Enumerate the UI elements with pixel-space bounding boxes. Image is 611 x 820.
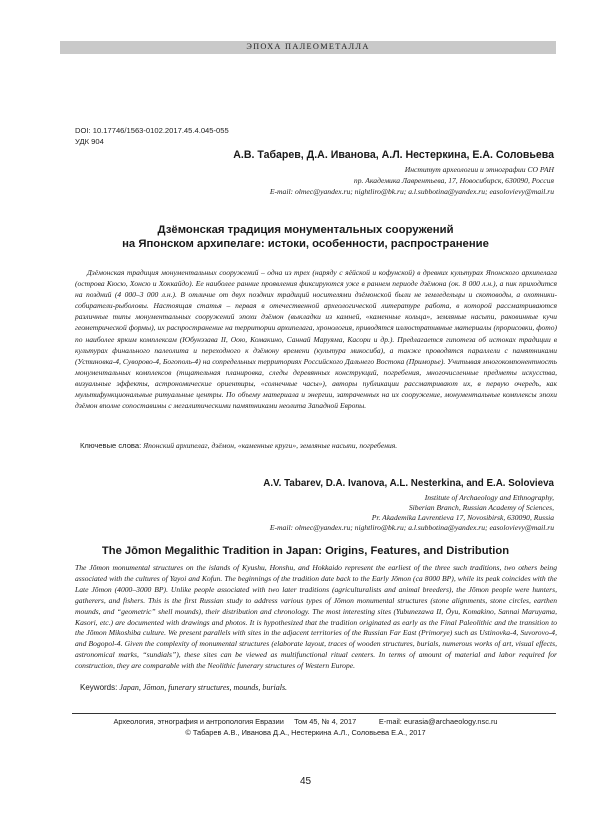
udk-code: УДК 904: [75, 137, 104, 146]
doi: DOI: 10.17746/1563-0102.2017.45.4.045-055: [75, 126, 229, 135]
affiliation-en-institute: Institute of Archaeology and Ethnography,: [424, 493, 554, 502]
section-header: [60, 41, 556, 54]
page-number: 45: [299, 776, 312, 787]
keywords-ru-label: Ключевые слова:: [80, 441, 142, 450]
footer-email: E-mail: eurasia@archaeology.nsc.ru: [378, 717, 498, 726]
footer-volume: Том 45, № 4, 2017: [294, 717, 357, 726]
title-ru-line-2: на Японском архипелаге: истоки, особенности, распространение: [122, 238, 489, 250]
abstract-ru: Дзёмонская традиция монументальных сооружений – одна из трех (наряду с яёйской и кофунской) в древних культурах Японского архипелага (острова Кюсю, Хонсю и Хоккайдо). Ее наиболее ранние проявления фиксируются уже в раннем периоде дзёмона (ок. 8 000 л.н.), а пик приходится на поздний (4 000–3 000 л.н.). В отличие от двух поздних традиций носителями дзёмонской были не земледельцы и скотоводы, а охотники-собиратели-рыболовы. Настоящая статья – первая в отечественной археологической литературе работа, в которой рассматриваются различные типы монументальных сооружений эпохи дзёмон (выкладки из камней, «каменные кольца», земляные насыпи, раковинные кучи геометрической формы), их распространение на территории архипелага, хронология, приводятся иллюстративные материалы (прорисовки, фото) по наиболее ярким комплексам (Юбунэзава II, Оою, Комакино, Саннай Маруяма, Касори и др.). Предлагается гипотеза об истоках традиции в культурах финального палеолита и переходного к дзёмону времени (культура микосиба), а также проводятся параллели с памятниками (Устиновка-4, Суворово-4, Богополь-4) на сопредельных территориях Российского Дальнего Востока (Приморье). Учитывая многокомпонентность монументальных комплексов (тщательная планировка, следы деревянных конструкций, погребения, многочисленные предметы искусства, визуальные эффекты, астрономические ориентиры, «солнечные часы»), авторы публикации рассматривают их, в первую очередь, как мультифункциональные ритуальные центры. По объему материала и энергии, затраченных на их сооружение, монументальные комплексы эпохи дзёмон вполне сопоставимы с мегалитическими памятниками неолита Западной Европы.: [75, 268, 557, 411]
keywords-en-label: Keywords:: [80, 683, 118, 692]
footer-copyright: © Табарев А.В., Иванова Д.А., Нестеркина А.Л., Соловьева Е.А., 2017: [185, 728, 426, 737]
section-title: ЭПОХА ПАЛЕОМЕТАЛЛА: [246, 42, 370, 51]
keywords-ru: [80, 441, 397, 450]
affiliation-ru-institute: Институт археологии и этнографии СО РАН: [404, 165, 554, 174]
title-en: The Jōmon Megalithic Tradition in Japan: Origins, Features, and Distribution: [101, 545, 510, 557]
affiliation-en-branch: Siberian Branch, Russian Academy of Sciences,: [408, 503, 554, 512]
keywords-en: [80, 683, 287, 692]
footer-journal-line: [0, 717, 611, 726]
title-ru-line-1: Дзёмонская традиция монументальных сооружений: [157, 224, 454, 236]
abstract-en: The Jōmon monumental structures on the islands of Kyushu, Honshu, and Hokkaido represent the earliest of the three such traditions, two others being associated with the cultures of Yayoi and Kofun. The beginnings of the tradition date back to the Early Jōmon (ca 8000 BP), while its peak coincides with the Late Jōmon (4000–3000 BP). Unlike people associated with two later traditions (agriculturalists and animal breeders), the Jōmon people were hunters, gatherers, and fishers. This is the first Russian study to address various types of Jōmon monumental structures (stone alignments, stone circles, earthen mounds, and “geometric” shell mounds), their distribution and chronology. The most interesting sites (Yubunezawa II, Ōyu, Komakino, Sannai Maruyama, Kasori, etc.) are documented with drawings and photos. It is hypothesized that the tradition originated as early as the Final Paleolithic and the transition to the Jōmon Mikoshiba culture. We present parallels with sites in the adjacent territories of the Russian Far East (Primorye) such as Ustinovka-4, Suvorovo-4, and Bogopol-4. Given the complexity of monumental structures (elaborate layout, traces of wooden structures, burials, numerous works of art, visual effects, astronomical marks, “sundials”), these sites can be viewed as multifunctional ritual centers. In terms of amount of material and labor required for construction, they are comparable with the Neolithic funerary structures of Western Europe.: [75, 563, 557, 671]
keywords-en-list: Japan, Jōmon, funerary structures, mounds, burials.: [119, 683, 288, 692]
footer-divider: [72, 713, 556, 714]
affiliation-en-address: Pr. Akademika Lavrentieva 17, Novosibirsk, 630090, Russia: [371, 513, 554, 522]
authors-en: A.V. Tabarev, D.A. Ivanova, A.L. Nesterkina, and E.A. Solovieva: [263, 478, 554, 489]
affiliation-en-emails: E-mail: olmec@yandex.ru; nightliro@bk.ru; a.l.subbotina@yandex.ru; easolovievy@mail.ru: [269, 523, 554, 532]
affiliation-ru-address: пр. Академика Лаврентьева, 17, Новосибирск, 630090, Россия: [353, 176, 554, 185]
keywords-ru-list: Японский архипелаг, дзёмон, «каменные круги», земляные насыпи, погребения.: [143, 441, 398, 450]
authors-ru: А.В. Табарев, Д.А. Иванова, А.Л. Нестеркина, Е.А. Соловьева: [233, 149, 554, 161]
affiliation-ru-emails: E-mail: olmec@yandex.ru; nightliro@bk.ru; a.l.subbotina@yandex.ru; easolovievy@mail.ru: [269, 187, 554, 196]
footer-journal: Археология, этнография и антропология Евразии: [113, 717, 284, 726]
